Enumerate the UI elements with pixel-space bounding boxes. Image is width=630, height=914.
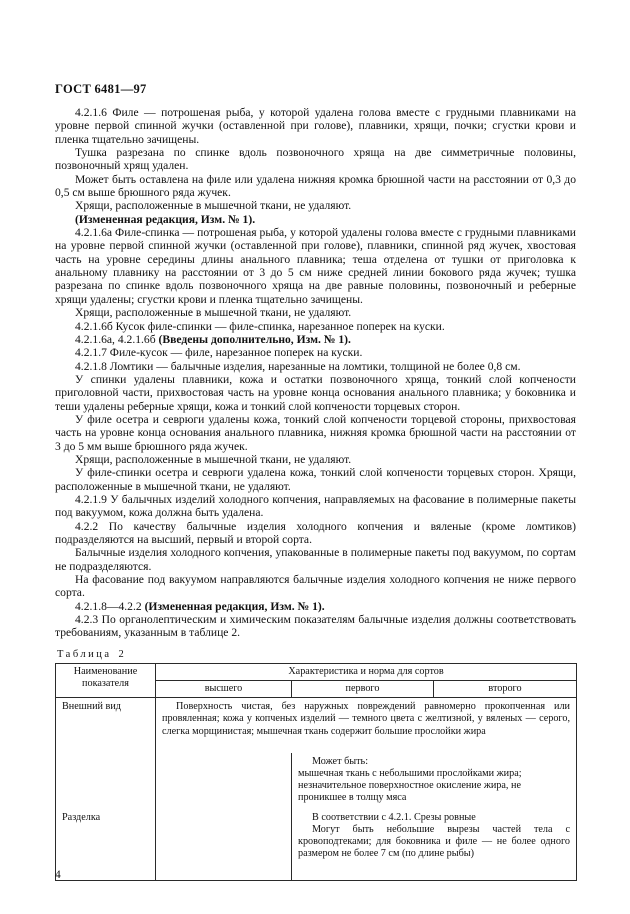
col-header-indicator-name: Наименование показателя xyxy=(56,663,156,697)
paragraph xyxy=(55,546,576,573)
table-label-number: 2 xyxy=(118,648,124,660)
cutting-cell xyxy=(292,809,577,881)
paragraph xyxy=(55,320,576,333)
paragraph-text: 4.2.1.6б Кусок филе-спинки — филе-спинка, нарезанное поперек на куски. xyxy=(75,319,445,333)
table-header-row xyxy=(56,663,577,680)
table-row-appearance xyxy=(56,698,577,753)
table-label-word: Таблица xyxy=(57,648,112,660)
paragraph-text: 4.2.1.9 У балычных изделий холодного копчения, направляемых на фасование в полимерные пакеты под вакуумом, кожа должна быть удалена. xyxy=(55,492,576,520)
paragraph xyxy=(55,453,576,466)
empty-cell xyxy=(156,753,292,809)
paragraph xyxy=(55,520,576,547)
paragraph xyxy=(55,199,576,212)
cutting-line: В соответствии с 4.2.1. Срезы ровные xyxy=(312,811,476,823)
paragraph-text: 4.2.1.7 Филе-кусок — филе, нарезанное поперек на куски. xyxy=(75,346,363,360)
empty-cell xyxy=(156,809,292,881)
paragraph xyxy=(55,213,576,226)
col-header-characteristic: Характеристика и норма для сортов xyxy=(156,663,577,680)
paragraph xyxy=(55,226,576,306)
col-header-sort-second: второго xyxy=(434,680,577,697)
paragraph xyxy=(55,613,576,640)
paragraph xyxy=(55,573,576,600)
paragraph xyxy=(55,466,576,493)
paragraph xyxy=(55,346,576,359)
paragraph-text: Хрящи, расположенные в мышечной ткани, не удаляют. xyxy=(75,199,352,213)
col-header-sort-first: первого xyxy=(292,680,434,697)
paragraph xyxy=(55,306,576,319)
document-title: ГОСТ 6481—97 xyxy=(55,82,147,96)
may-be-item: мышечная ткань с небольшими прослойками жира; xyxy=(298,767,522,779)
paragraph xyxy=(55,360,576,373)
table-row-appearance-exceptions xyxy=(56,753,577,809)
paragraph-text: 4.2.2 По качеству балычные изделия холодного копчения и вяленые (кроме ломтиков) подразделяются на высший, первый и второй сорта. xyxy=(55,519,576,546)
paragraph-text: У спинки удалены плавники, кожа и остатки позвоночного хряща, тонкий слой копчености приголовной части, прихвостовая часть на уровне конца основания анального плавника; у боковника и теши удалены реберные хрящи, кожа и тонкий слой копчености торцевых сторон. xyxy=(55,372,576,413)
paragraph-text: Хрящи, расположенные в мышечной ткани, не удаляют. xyxy=(75,306,352,320)
may-be-heading: Может быть: xyxy=(312,755,369,767)
paragraph-text: Балычные изделия холодного копчения, упакованные в полимерные пакеты под вакуумом, по сортам не подразделяются. xyxy=(55,546,576,573)
appearance-lower-sorts-cell xyxy=(292,753,577,809)
paragraph xyxy=(55,600,576,613)
paragraph xyxy=(55,146,576,173)
paragraph-text: Может быть оставлена на филе или удалена нижняя кромка брюшной части на расстоянии от 0,3 до 0,5 см выше брюшного ряда жучек. xyxy=(55,172,576,200)
paragraph-text: У филе-спинки осетра и севрюги удалена кожа, тонкий слой копчености торцевых сторон. Хрящи, расположенные в мышечной ткани, не удаляют. xyxy=(55,466,576,493)
appearance-all-sorts-text: Поверхность чистая, без наружных повреждений равномерно прокопченная или провяленная; кожа у копченых изделий — темного цвета с желтизной, у вяленых — серого, слегка морщинистая; мышечная ткань содержит большие прослойки жира xyxy=(156,698,577,753)
empty-cell xyxy=(56,753,156,809)
row-label-cutting: Разделка xyxy=(56,809,156,881)
paragraph-text: На фасование под вакуумом направляются балычные изделия холодного копчения не ниже первого сорта. xyxy=(55,573,576,600)
col-header-sort-highest: высшего xyxy=(156,680,292,697)
paragraph-text: 4.2.1.6 Филе — потрошеная рыба, у которой удалена голова вместе с грудными плавниками на уровне первой спинной жучки (оставленной при голове), плавники, хрящи, почки; сгустки крови и пленка тщательно зачищены. xyxy=(55,106,576,146)
paragraph xyxy=(55,106,576,146)
paragraph xyxy=(55,493,576,520)
paragraph-bold-text: (Введены дополнительно, Изм. № 1). xyxy=(158,332,351,346)
paragraph xyxy=(55,373,576,413)
paragraph-text: У филе осетра и севрюги удалены кожа, тонкий слой копчености торцевой стороны, прихвостовая часть на уровне конца основания анального плавника, нижняя кромка брюшной части на расстоянии от 3 до 5 мм выше брюшного ряда жучек. xyxy=(55,412,576,453)
table-label xyxy=(57,649,576,660)
paragraph-text: 4.2.3 По органолептическим и химическим показателям балычные изделия должны соответствовать требованиям, указанным в таблице 2. xyxy=(55,613,576,640)
table-row-cutting xyxy=(56,809,577,881)
paragraph-text: 4.2.1.6а Филе-спинка — потрошеная рыба, у которой удалены голова вместе с грудными плавниками на уровне первой спинной жучки (оставленной при голове), плавники, спинной ряд жучек, хвостовая часть на уровне середины длины анального плавника; теша отделена от тушки от приголовка к анальному плавнику на расстоянии от 3 до 5 см ниже средней линии бокового ряда жучек; тушка разрезана по спинке вдоль позвоночного хряща на две равные половины, позвоночный и реберные хрящи удалены; сгустки крови и пленка тщательно зачищены. xyxy=(55,226,576,306)
paragraph-bold-text: (Измененная редакция, Изм. № 1). xyxy=(75,212,256,226)
paragraph xyxy=(55,333,576,346)
paragraph-bold-text: (Измененная редакция, Изм. № 1). xyxy=(144,599,325,613)
page-content xyxy=(55,82,576,881)
paragraph-text: 4.2.1.8—4.2.2 xyxy=(75,599,145,613)
paragraph xyxy=(55,413,576,453)
paragraph-text: Тушка разрезана по спинке вдоль позвоночного хряща на две симметричные половины, позвоночный хрящ удален. xyxy=(55,146,576,173)
page-number: 4 xyxy=(55,869,61,881)
characteristics-table xyxy=(55,663,577,881)
may-be-item: незначительное поверхностное окисление жира, не проникшее в толщу мяса xyxy=(298,780,521,804)
paragraph-text: 4.2.1.6а, 4.2.1.6б xyxy=(75,332,159,346)
paragraph-text: Хрящи, расположенные в мышечной ткани, не удаляют. xyxy=(75,452,352,466)
paragraph-text: 4.2.1.8 Ломтики — балычные изделия, нарезанные на ломтики, толщиной не более 0,8 см. xyxy=(75,359,521,373)
paragraph xyxy=(55,173,576,200)
cutting-line: Могут быть небольшие вырезы частей тела с кровоподтеками; для боковника и филе — не более одного размером не более 7 см (по длине рыбы) xyxy=(298,823,570,860)
row-label-appearance: Внешний вид xyxy=(56,698,156,753)
